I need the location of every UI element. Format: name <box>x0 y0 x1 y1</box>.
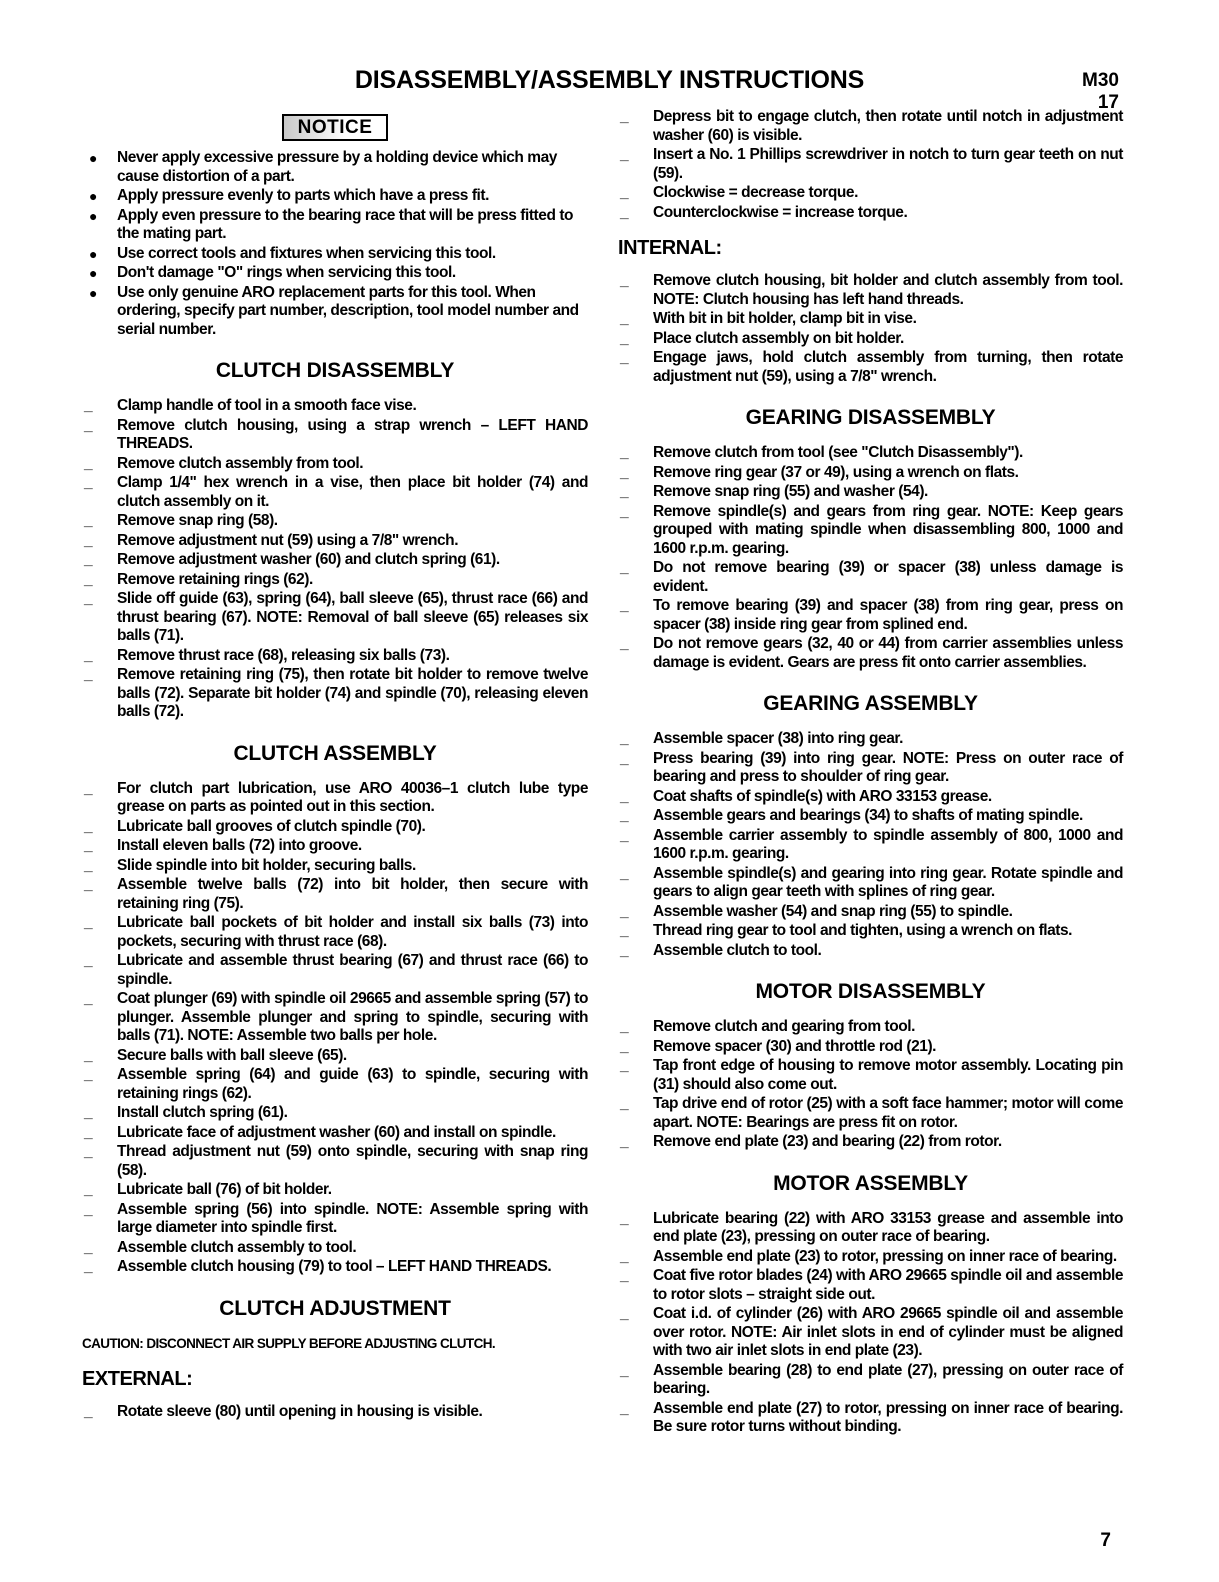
step-item: _ Remove clutch and gearing from tool. <box>620 1018 915 1035</box>
step-text: Assemble clutch housing (79) to tool – LEFT HAND THREADS. <box>117 1258 552 1275</box>
step-text: Remove clutch assembly from tool. <box>117 454 364 472</box>
external-steps-left <box>82 1403 588 1422</box>
step-text: Remove clutch and gearing from tool. <box>653 1018 915 1035</box>
bullet-icon: ● <box>89 245 98 262</box>
step-item: _ Coat five rotor blades (24) with ARO 29665 spindle oil and assemble to rotor slots – straight side out. <box>620 1267 1123 1303</box>
step-item: _ With bit in bit holder, clamp bit in vise. <box>620 310 917 327</box>
step-text: Remove clutch from tool (see "Clutch Disassembly"). <box>653 444 1023 461</box>
step-text: Coat shafts of spindle(s) with ARO 33153 grease. <box>653 787 992 805</box>
step-item: _ Remove clutch housing, bit holder and clutch assembly from tool. NOTE: Clutch housing has left hand threads. <box>620 272 1123 308</box>
bullet-icon: ● <box>89 207 98 224</box>
notice-item <box>82 284 588 340</box>
step-item: _ Rotate sleeve (80) until opening in housing is visible. <box>84 1403 483 1420</box>
step-item: _ Assemble clutch housing (79) to tool – LEFT HAND THREADS. <box>84 1258 552 1275</box>
step-text: Coat five rotor blades (24) with ARO 29665 spindle oil and assemble to rotor slots – straight side out. <box>653 1267 1123 1303</box>
step-item: _ Depress bit to engage clutch, then rotate until notch in adjustment washer (60) is visible. <box>620 108 1123 144</box>
gearing-assembly-heading: GEARING ASSEMBLY <box>763 692 978 715</box>
step-text: Lubricate ball grooves of clutch spindle (70). <box>117 817 426 835</box>
step-text: Slide off guide (63), spring (64), ball sleeve (65), thrust race (66) and thrust bearing (67). NOTE: Removal of ball sleeve (65) releases six balls (71). <box>117 590 588 644</box>
step-item: _ Assemble bearing (28) to end plate (27), pressing on outer race of bearing. <box>620 1361 1123 1397</box>
step-item: _ Remove ring gear (37 or 49), using a wrench on flats. <box>620 463 1019 481</box>
step-item: _ Assemble end plate (27) to rotor, pressing on inner race of bearing. Be sure rotor turns without binding. <box>620 1399 1123 1435</box>
external-heading: EXTERNAL: <box>82 1368 193 1390</box>
step-text: Remove retaining rings (62). <box>117 570 313 588</box>
motor-assembly-steps <box>618 1210 1123 1437</box>
notice-item-text: Don't damage "O" rings when servicing this tool. <box>117 264 456 281</box>
step-item: _ Lubricate ball grooves of clutch spindle (70). <box>84 817 426 835</box>
step-text: Insert a No. 1 Phillips screwdriver in notch to turn gear teeth on nut (59). <box>653 146 1123 182</box>
step-text: Rotate sleeve (80) until opening in housing is visible. <box>117 1403 483 1420</box>
notice-item <box>82 245 588 264</box>
step-item: _ Coat shafts of spindle(s) with ARO 33153 grease. <box>620 787 992 805</box>
step-item: _ Clamp 1/4" hex wrench in a vise, then place bit holder (74) and clutch assembly on it. <box>84 474 588 510</box>
step-item: _ Assemble gears and bearings (34) to shafts of mating spindle. <box>620 807 1083 824</box>
step-text: Place clutch assembly on bit holder. <box>653 329 904 347</box>
step-item: _ Press bearing (39) into ring gear. NOTE: Press on outer race of bearing and press to shoulder of ring gear. <box>620 749 1123 785</box>
step-item: _ Place clutch assembly on bit holder. <box>620 329 904 347</box>
notice-item <box>82 264 588 283</box>
step-text: Assemble spindle(s) and gearing into ring gear. Rotate spindle and gears to align gear teeth with splines of ring gear. <box>653 864 1123 900</box>
step-text: Slide spindle into bit holder, securing balls. <box>117 856 416 874</box>
step-item: _ Assemble washer (54) and snap ring (55) to spindle. <box>620 902 1013 920</box>
notice-item <box>82 149 588 186</box>
step-item: _ Lubricate and assemble thrust bearing (67) and thrust race (66) to spindle. <box>84 952 588 988</box>
step-item: _ Lubricate face of adjustment washer (60) and install on spindle. <box>84 1123 556 1141</box>
internal-heading: INTERNAL: <box>618 237 722 259</box>
step-item: _ Slide spindle into bit holder, securing balls. <box>84 856 416 874</box>
bullet-icon: ● <box>89 284 98 301</box>
step-text: Remove adjustment washer (60) and clutch spring (61). <box>117 551 500 568</box>
step-text: Lubricate and assemble thrust bearing (67) and thrust race (66) to spindle. <box>117 952 588 988</box>
step-item: _ Install clutch spring (61). <box>84 1104 288 1121</box>
motor-assembly-heading: MOTOR ASSEMBLY <box>773 1171 968 1195</box>
step-text: Assemble spring (64) and guide (63) to spindle, securing with retaining rings (62). <box>117 1066 588 1102</box>
step-item: _ Remove clutch housing, using a strap wrench – LEFT HAND THREADS. <box>84 416 588 452</box>
left-column <box>82 108 588 1423</box>
step-item: _ Engage jaws, hold clutch assembly from turning, then rotate adjustment nut (59), using a 7/8" wrench. <box>620 349 1123 385</box>
step-text: To remove bearing (39) and spacer (38) from ring gear, press on spacer (38) inside ring gear from splined end. <box>653 597 1123 633</box>
step-item: _ Counterclockwise = increase torque. <box>620 203 908 221</box>
notice-item-text: Apply pressure evenly to parts which have a press fit. <box>117 187 489 204</box>
step-text: Counterclockwise = increase torque. <box>653 203 908 221</box>
step-text: Install clutch spring (61). <box>117 1104 288 1121</box>
external-steps-right <box>618 108 1123 222</box>
model-number: M30 <box>1082 70 1119 91</box>
step-text: Assemble clutch to tool. <box>653 941 822 959</box>
step-item: _ Clamp handle of tool in a smooth face vise. <box>84 397 417 414</box>
notice-header <box>82 114 588 141</box>
step-text: Assemble gears and bearings (34) to shafts of mating spindle. <box>653 807 1083 824</box>
bullet-icon: ● <box>89 188 98 204</box>
step-text: Remove spacer (30) and throttle rod (21). <box>653 1037 937 1055</box>
step-text: Assemble clutch assembly to tool. <box>117 1238 357 1256</box>
step-text: Lubricate bearing (22) with ARO 33153 grease and assemble into end plate (23), pressing on outer race of bearing. <box>653 1209 1123 1245</box>
step-text: Assemble washer (54) and snap ring (55) to spindle. <box>653 902 1013 920</box>
step-text: Clamp handle of tool in a smooth face vise. <box>117 397 417 414</box>
step-item: _ Remove end plate (23) and bearing (22) from rotor. <box>620 1133 1002 1150</box>
step-item: _ Remove snap ring (58). <box>84 512 278 529</box>
step-text: Remove snap ring (55) and washer (54). <box>653 483 928 500</box>
step-text: Engage jaws, hold clutch assembly from turning, then rotate adjustment nut (59), using a 7/8" wrench. <box>653 349 1123 385</box>
step-item: _ Remove adjustment nut (59) using a 7/8" wrench. <box>84 531 459 549</box>
step-text: Assemble spacer (38) into ring gear. <box>653 730 903 747</box>
step-item: _ Remove clutch from tool (see "Clutch Disassembly"). <box>620 444 1023 461</box>
step-text: Lubricate face of adjustment washer (60) and install on spindle. <box>117 1123 556 1141</box>
step-item: _ Remove spindle(s) and gears from ring gear. NOTE: Keep gears grouped with mating spindle when disassembling 800, 1000 and 1600 r.p.m. gearing. <box>620 502 1123 557</box>
step-item: _ Thread adjustment nut (59) onto spindle, securing with snap ring (58). <box>84 1143 588 1179</box>
motor-disassembly-steps <box>618 1018 1123 1152</box>
step-text: Depress bit to engage clutch, then rotate until notch in adjustment washer (60) is visible. <box>653 108 1123 144</box>
step-text: Remove clutch housing, bit holder and clutch assembly from tool. NOTE: Clutch housing has left hand threads. <box>653 272 1123 308</box>
step-text: Remove end plate (23) and bearing (22) from rotor. <box>653 1133 1002 1150</box>
step-text: Remove ring gear (37 or 49), using a wrench on flats. <box>653 463 1019 481</box>
page-title: DISASSEMBLY/ASSEMBLY INSTRUCTIONS <box>354 66 865 94</box>
step-item: _ Do not remove gears (32, 40 or 44) from carrier assemblies unless damage is evident. Gears are press fit onto carrier assemblies. <box>620 635 1123 671</box>
clutch-disassembly-steps <box>82 397 588 722</box>
bullet-icon: ● <box>89 265 98 281</box>
step-item: _ Remove retaining rings (62). <box>84 570 313 588</box>
step-text: Clamp 1/4" hex wrench in a vise, then place bit holder (74) and clutch assembly on it. <box>117 474 588 510</box>
bullet-icon: ● <box>89 150 98 166</box>
step-text: With bit in bit holder, clamp bit in vise. <box>653 310 917 327</box>
step-item: _ Remove thrust race (68), releasing six balls (73). <box>84 646 450 664</box>
notice-item <box>82 207 588 244</box>
step-text: Do not remove bearing (39) or spacer (38) unless damage is evident. <box>653 559 1123 595</box>
step-text: Remove snap ring (58). <box>117 512 278 529</box>
notice-label: NOTICE <box>282 114 389 141</box>
step-text: Do not remove gears (32, 40 or 44) from carrier assemblies unless damage is evident. Gears are press fit onto carrier assemblies. <box>653 635 1123 671</box>
step-text: For clutch part lubrication, use ARO 40036–1 clutch lube type grease on parts as pointed out in this section. <box>117 779 588 815</box>
internal-steps <box>618 272 1123 386</box>
step-text: Lubricate ball (76) of bit holder. <box>117 1181 332 1198</box>
step-item: _ Lubricate ball pockets of bit holder and install six balls (73) into pockets, securing with thrust race (68). <box>84 914 588 950</box>
notice-item-text: Never apply excessive pressure by a holding device which may cause distortion of a part. <box>117 149 557 185</box>
step-item: _ For clutch part lubrication, use ARO 40036–1 clutch lube type grease on parts as pointed out in this section. <box>84 779 588 815</box>
step-item: _ Slide off guide (63), spring (64), ball sleeve (65), thrust race (66) and thrust bearing (67). NOTE: Removal of ball sleeve (65) releases six balls (71). <box>84 590 588 644</box>
step-item: _ Assemble spacer (38) into ring gear. <box>620 730 903 747</box>
step-item: _ Assemble carrier assembly to spindle assembly of 800, 1000 and 1600 r.p.m. gearing. <box>620 826 1123 862</box>
step-item: _ Remove adjustment washer (60) and clutch spring (61). <box>84 551 500 568</box>
step-text: Assemble bearing (28) to end plate (27), pressing on outer race of bearing. <box>653 1361 1123 1397</box>
clutch-assembly-steps <box>82 780 588 1277</box>
clutch-assembly-heading: CLUTCH ASSEMBLY <box>233 741 437 765</box>
step-item: _ Assemble clutch to tool. <box>620 941 822 959</box>
step-item: _ Remove clutch assembly from tool. <box>84 454 364 472</box>
step-text: Press bearing (39) into ring gear. NOTE: Press on outer race of bearing and press to shoulder of ring gear. <box>653 749 1123 785</box>
gearing-assembly-steps <box>618 730 1123 960</box>
step-item: _ Clockwise = decrease torque. <box>620 184 858 201</box>
step-item: _ Remove snap ring (55) and washer (54). <box>620 483 928 500</box>
motor-disassembly-heading: MOTOR DISASSEMBLY <box>755 980 986 1003</box>
step-text: Assemble end plate (27) to rotor, pressing on inner race of bearing. Be sure rotor turns without binding. <box>653 1399 1123 1435</box>
step-text: Tap front edge of housing to remove motor assembly. Locating pin (31) should also come out. <box>653 1057 1123 1093</box>
right-column <box>618 108 1123 1438</box>
step-text: Install eleven balls (72) into groove. <box>117 837 362 854</box>
gearing-disassembly-steps <box>618 444 1123 672</box>
step-item: _ Coat plunger (69) with spindle oil 29665 and assemble spring (57) to plunger. Assemble plunger and spring to spindle, securing with balls (71). NOTE: Assemble two balls per hole. <box>84 990 588 1044</box>
notice-item-text: Use only genuine ARO replacement parts for this tool. When ordering, specify part number, description, tool model number and serial number. <box>117 283 579 338</box>
step-text: Remove retaining ring (75), then rotate bit holder to remove twelve balls (72). Separate bit holder (74) and spindle (70), releasing eleven balls (72). <box>117 666 588 720</box>
step-text: Thread ring gear to tool and tighten, using a wrench on flats. <box>653 922 1073 939</box>
clutch-adjustment-heading: CLUTCH ADJUSTMENT <box>219 1296 451 1320</box>
step-item: _ Lubricate ball (76) of bit holder. <box>84 1181 332 1198</box>
step-text: Lubricate ball pockets of bit holder and install six balls (73) into pockets, securing with thrust race (68). <box>117 914 588 950</box>
step-item: _ Tap drive end of rotor (25) with a soft face hammer; motor will come apart. NOTE: Bearings are press fit on rotor. <box>620 1095 1123 1131</box>
step-text: Thread adjustment nut (59) onto spindle, securing with snap ring (58). <box>117 1143 588 1179</box>
step-item: _ Assemble clutch assembly to tool. <box>84 1238 357 1256</box>
notice-list <box>82 149 588 339</box>
step-item: _ Do not remove bearing (39) or spacer (38) unless damage is evident. <box>620 559 1123 595</box>
caution-text: CAUTION: DISCONNECT AIR SUPPLY BEFORE ADJUSTING CLUTCH. <box>82 1335 496 1351</box>
step-text: Clockwise = decrease torque. <box>653 184 858 201</box>
step-item: _ Assemble twelve balls (72) into bit holder, then secure with retaining ring (75). <box>84 876 588 912</box>
step-text: Assemble twelve balls (72) into bit holder, then secure with retaining ring (75). <box>117 876 588 912</box>
notice-item-text: Use correct tools and fixtures when servicing this tool. <box>117 244 496 262</box>
step-item: _ Install eleven balls (72) into groove. <box>84 837 362 854</box>
step-text: Assemble carrier assembly to spindle assembly of 800, 1000 and 1600 r.p.m. gearing. <box>653 826 1123 862</box>
step-text: Coat plunger (69) with spindle oil 29665 and assemble spring (57) to plunger. Assemble plunger and spring to spindle, securing with balls (71). NOTE: Assemble two balls per hole. <box>117 990 588 1044</box>
step-text: Remove spindle(s) and gears from ring gear. NOTE: Keep gears grouped with mating spindle when disassembling 800, 1000 and 1600 r.p.m. gearing. <box>653 502 1123 557</box>
step-text: Remove adjustment nut (59) using a 7/8" wrench. <box>117 531 459 549</box>
step-item: _ Coat i.d. of cylinder (26) with ARO 29665 spindle oil and assemble over rotor. NOTE: Air inlet slots in end of cylinder must be aligned with two air inlet slots in end plate (23). <box>620 1305 1123 1359</box>
step-text: Assemble end plate (23) to rotor, pressing on inner race of bearing. <box>653 1247 1117 1265</box>
step-text: Coat i.d. of cylinder (26) with ARO 29665 spindle oil and assemble over rotor. NOTE: Air inlet slots in end of cylinder must be aligned with two air inlet slots in end plate (23). <box>653 1305 1123 1359</box>
clutch-disassembly-heading: CLUTCH DISASSEMBLY <box>215 359 455 382</box>
notice-item <box>82 187 588 206</box>
section-page-number: 17 <box>1097 92 1119 113</box>
step-text: Remove thrust race (68), releasing six balls (73). <box>117 646 450 664</box>
step-item: _ Assemble end plate (23) to rotor, pressing on inner race of bearing. <box>620 1247 1117 1265</box>
step-item: _ Assemble spring (56) into spindle. NOTE: Assemble spring with large diameter into spindle first. <box>84 1200 588 1236</box>
step-item: _ Assemble spindle(s) and gearing into ring gear. Rotate spindle and gears to align gear teeth with splines of ring gear. <box>620 864 1123 900</box>
step-text: Remove clutch housing, using a strap wrench – LEFT HAND THREADS. <box>117 416 588 452</box>
step-text: Tap drive end of rotor (25) with a soft face hammer; motor will come apart. NOTE: Bearings are press fit on rotor. <box>653 1095 1123 1131</box>
gearing-disassembly-heading: GEARING DISASSEMBLY <box>745 406 996 429</box>
step-item: _ Assemble spring (64) and guide (63) to spindle, securing with retaining rings (62). <box>84 1066 588 1102</box>
step-item: _ Insert a No. 1 Phillips screwdriver in notch to turn gear teeth on nut (59). <box>620 146 1123 182</box>
step-text: Secure balls with ball sleeve (65). <box>117 1046 347 1064</box>
step-text: Assemble spring (56) into spindle. NOTE: Assemble spring with large diameter into spindle first. <box>117 1200 588 1236</box>
step-item: _ Secure balls with ball sleeve (65). <box>84 1046 347 1064</box>
step-item: _ Thread ring gear to tool and tighten, using a wrench on flats. <box>620 922 1073 939</box>
step-item: _ Remove spacer (30) and throttle rod (21). <box>620 1037 937 1055</box>
notice-item-text: Apply even pressure to the bearing race that will be press fitted to the mating part. <box>117 206 574 242</box>
step-item: _ Lubricate bearing (22) with ARO 33153 grease and assemble into end plate (23), pressing on outer race of bearing. <box>620 1209 1123 1245</box>
step-item: _ To remove bearing (39) and spacer (38) from ring gear, press on spacer (38) inside ring gear from splined end. <box>620 597 1123 633</box>
page-number: 7 <box>1100 1530 1111 1551</box>
step-item: _ Tap front edge of housing to remove motor assembly. Locating pin (31) should also come out. <box>620 1057 1123 1093</box>
step-item: _ Remove retaining ring (75), then rotate bit holder to remove twelve balls (72). Separate bit holder (74) and spindle (70), releasing eleven balls (72). <box>84 666 588 720</box>
